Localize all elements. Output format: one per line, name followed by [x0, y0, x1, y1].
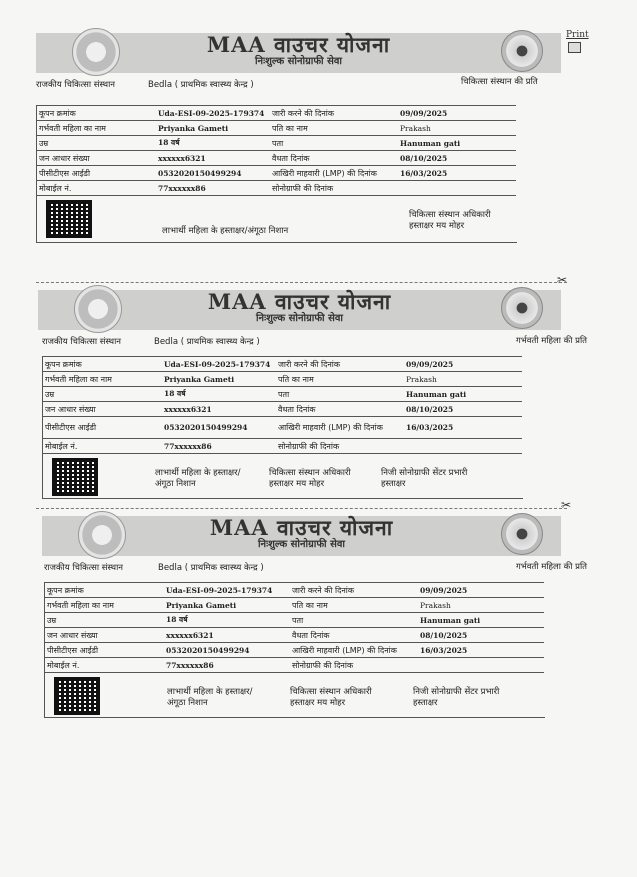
- age-value: 18 वर्ष: [162, 387, 276, 402]
- officer-signature: [290, 687, 372, 709]
- husband-value: Prakash: [398, 121, 516, 136]
- validity-label: वैधता दिनांक: [270, 151, 398, 166]
- issue-date-label: जारी करने की दिनांक: [276, 357, 404, 372]
- husband-label: पति का नाम: [270, 121, 398, 136]
- signature-area: [42, 454, 523, 499]
- address-value: Hanuman gati: [418, 613, 544, 628]
- beneficiary-signature-line1: लाभार्थी महिला के हस्ताक्षर/: [167, 687, 253, 697]
- institution-label: राजकीय चिकित्सा संस्थान: [36, 80, 115, 90]
- aadhaar-value: xxxxxx6321: [164, 628, 290, 643]
- woman-name-value: Priyanka Gameti: [162, 372, 276, 387]
- voucher-banner: [38, 290, 561, 330]
- lmp-label: आखिरी माहवारी (LMP) की दिनांक: [270, 166, 398, 181]
- mobile-value: 77xxxxxx86: [156, 181, 270, 196]
- voucher-banner: [42, 516, 561, 556]
- mobile-value: 77xxxxxx86: [164, 658, 290, 673]
- address-label: पता: [290, 613, 418, 628]
- officer-signature-line1: चिकित्सा संस्थान अधिकारी: [290, 687, 372, 697]
- voucher-title: MAA वाउचर योजना: [207, 289, 392, 314]
- validity-label: वैधता दिनांक: [290, 628, 418, 643]
- lmp-label: आखिरी माहवारी (LMP) की दिनांक: [276, 417, 404, 439]
- qr-code: [54, 677, 100, 715]
- qr-code: [46, 200, 92, 238]
- sonography-date-value: [398, 181, 516, 196]
- woman-name-value: Priyanka Gameti: [164, 598, 290, 613]
- center-signature-line2: हस्ताक्षर: [381, 479, 406, 489]
- voucher-copy-woman-1: [36, 289, 587, 499]
- rajasthan-emblem: [501, 287, 543, 329]
- age-label: उम्र: [45, 613, 165, 628]
- officer-signature: [409, 210, 491, 232]
- aadhaar-label: जन आधार संख्या: [43, 402, 163, 417]
- coupon-label: कूपन क्रमांक: [37, 106, 157, 121]
- institution-value: Bedla ( प्राथमिक स्वास्थ्य केन्द्र ): [154, 337, 260, 347]
- pcts-value: 0532020150499294: [164, 643, 290, 658]
- officer-signature-line1: चिकित्सा संस्थान अधिकारी: [409, 210, 491, 220]
- husband-value: Prakash: [418, 598, 544, 613]
- voucher-title: MAA वाउचर योजना: [206, 32, 391, 57]
- officer-signature-line1: चिकित्सा संस्थान अधिकारी: [269, 468, 351, 478]
- pcts-value: 0532020150499294: [162, 417, 276, 439]
- issue-date-value: 09/09/2025: [398, 106, 516, 121]
- woman-name-label: गर्भवती महिला का नाम: [43, 372, 163, 387]
- copy-for-label: चिकित्सा संस्थान की प्रति: [461, 77, 538, 87]
- beneficiary-signature-line2: अंगूठा निशान: [155, 479, 196, 489]
- validity-value: 08/10/2025: [418, 628, 544, 643]
- age-label: उम्र: [37, 136, 157, 151]
- beneficiary-signature: लाभार्थी महिला के हस्ताक्षर/अंगूठा निशान: [162, 226, 289, 236]
- voucher-subtitle: निःशुल्क सोनोग्राफी सेवा: [254, 56, 343, 67]
- validity-label: वैधता दिनांक: [276, 402, 404, 417]
- cut-line: [36, 508, 567, 509]
- cut-line: [36, 282, 567, 283]
- center-signature: [381, 468, 467, 490]
- coupon-label: कूपन क्रमांक: [45, 583, 165, 598]
- officer-signature: [269, 468, 351, 490]
- voucher-banner: [36, 33, 561, 73]
- mobile-value: 77xxxxxx86: [162, 439, 276, 454]
- pcts-value: 0532020150499294: [156, 166, 270, 181]
- scissors-icon: ✂: [560, 498, 571, 512]
- validity-value: 08/10/2025: [398, 151, 516, 166]
- coupon-label: कूपन क्रमांक: [43, 357, 163, 372]
- mobile-label: मोबाईल नं.: [43, 439, 163, 454]
- rajasthan-emblem: [501, 30, 543, 72]
- address-label: पता: [276, 387, 404, 402]
- woman-name-label: गर्भवती महिला का नाम: [37, 121, 157, 136]
- sonography-date-label: सोनोग्राफी की दिनांक: [276, 439, 404, 454]
- coupon-value: Uda-ESI-09-2025-179374: [162, 357, 276, 372]
- sonography-date-value: [404, 439, 522, 454]
- officer-signature-line2: हस्ताक्षर मय मोहर: [290, 698, 346, 708]
- mobile-label: मोबाईल नं.: [37, 181, 157, 196]
- center-signature-line2: हस्ताक्षर: [413, 698, 438, 708]
- husband-label: पति का नाम: [276, 372, 404, 387]
- center-signature: [413, 687, 499, 709]
- woman-name-value: Priyanka Gameti: [156, 121, 270, 136]
- scissors-icon: ✂: [556, 273, 567, 287]
- copy-for-label: गर्भवती महिला की प्रति: [515, 336, 587, 346]
- signature-area: [36, 196, 517, 243]
- age-label: उम्र: [43, 387, 163, 402]
- address-value: Hanuman gati: [398, 136, 516, 151]
- coupon-value: Uda-ESI-09-2025-179374: [156, 106, 270, 121]
- lmp-label: आखिरी माहवारी (LMP) की दिनांक: [290, 643, 418, 658]
- aadhaar-value: xxxxxx6321: [156, 151, 270, 166]
- print-link[interactable]: Print: [566, 30, 589, 40]
- pcts-label: पीसीटीएस आईडी: [43, 417, 163, 439]
- issue-date-value: 09/09/2025: [418, 583, 544, 598]
- voucher-table: [42, 356, 522, 454]
- voucher-copy-woman-2: [36, 515, 587, 718]
- age-value: 18 वर्ष: [156, 136, 270, 151]
- officer-signature-line2: हस्ताक्षर मय मोहर: [269, 479, 325, 489]
- beneficiary-signature-line2: अंगूठा निशान: [167, 698, 208, 708]
- age-value: 18 वर्ष: [164, 613, 290, 628]
- husband-value: Prakash: [404, 372, 522, 387]
- address-value: Hanuman gati: [404, 387, 522, 402]
- institution-label: राजकीय चिकित्सा संस्थान: [42, 337, 121, 347]
- copy-for-label: गर्भवती महिला की प्रति: [515, 562, 587, 572]
- voucher-subtitle: निःशुल्क सोनोग्राफी सेवा: [255, 313, 344, 324]
- beneficiary-signature: [155, 468, 240, 490]
- institution-value: Bedla ( प्राथमिक स्वास्थ्य केन्द्र ): [158, 563, 264, 573]
- institution-label: राजकीय चिकित्सा संस्थान: [44, 563, 123, 573]
- aadhaar-value: xxxxxx6321: [162, 402, 276, 417]
- sonography-date-label: सोनोग्राफी की दिनांक: [290, 658, 418, 673]
- pcts-label: पीसीटीएस आईडी: [45, 643, 165, 658]
- center-signature-line1: निजी सोनोग्राफी सेंटर प्रभारी: [381, 468, 468, 478]
- voucher-title: MAA वाउचर योजना: [209, 515, 394, 540]
- validity-value: 08/10/2025: [404, 402, 522, 417]
- aadhaar-label: जन आधार संख्या: [37, 151, 157, 166]
- pcts-label: पीसीटीएस आईडी: [37, 166, 157, 181]
- issue-date-label: जारी करने की दिनांक: [270, 106, 398, 121]
- voucher-table: [44, 582, 544, 673]
- signature-area: [44, 673, 545, 718]
- sonography-date-value: [418, 658, 544, 673]
- address-label: पता: [270, 136, 398, 151]
- woman-name-label: गर्भवती महिला का नाम: [45, 598, 165, 613]
- lmp-value: 16/03/2025: [398, 166, 516, 181]
- qr-code: [52, 458, 98, 496]
- lmp-value: 16/03/2025: [418, 643, 544, 658]
- lmp-value: 16/03/2025: [404, 417, 522, 439]
- rajasthan-emblem: [501, 513, 543, 555]
- sonography-date-label: सोनोग्राफी की दिनांक: [270, 181, 398, 196]
- voucher-copy-institution: [36, 33, 581, 243]
- mobile-label: मोबाईल नं.: [45, 658, 165, 673]
- beneficiary-signature: [167, 687, 252, 709]
- issue-date-label: जारी करने की दिनांक: [290, 583, 418, 598]
- aadhaar-label: जन आधार संख्या: [45, 628, 165, 643]
- officer-signature-line2: हस्ताक्षर मय मोहर: [409, 221, 465, 231]
- beneficiary-signature-line1: लाभार्थी महिला के हस्ताक्षर/: [155, 468, 241, 478]
- voucher-subtitle: निःशुल्क सोनोग्राफी सेवा: [257, 539, 346, 550]
- issue-date-value: 09/09/2025: [404, 357, 522, 372]
- voucher-table: [36, 105, 516, 196]
- center-signature-line1: निजी सोनोग्राफी सेंटर प्रभारी: [413, 687, 500, 697]
- institution-value: Bedla ( प्राथमिक स्वास्थ्य केन्द्र ): [148, 80, 254, 90]
- husband-label: पति का नाम: [290, 598, 418, 613]
- coupon-value: Uda-ESI-09-2025-179374: [164, 583, 290, 598]
